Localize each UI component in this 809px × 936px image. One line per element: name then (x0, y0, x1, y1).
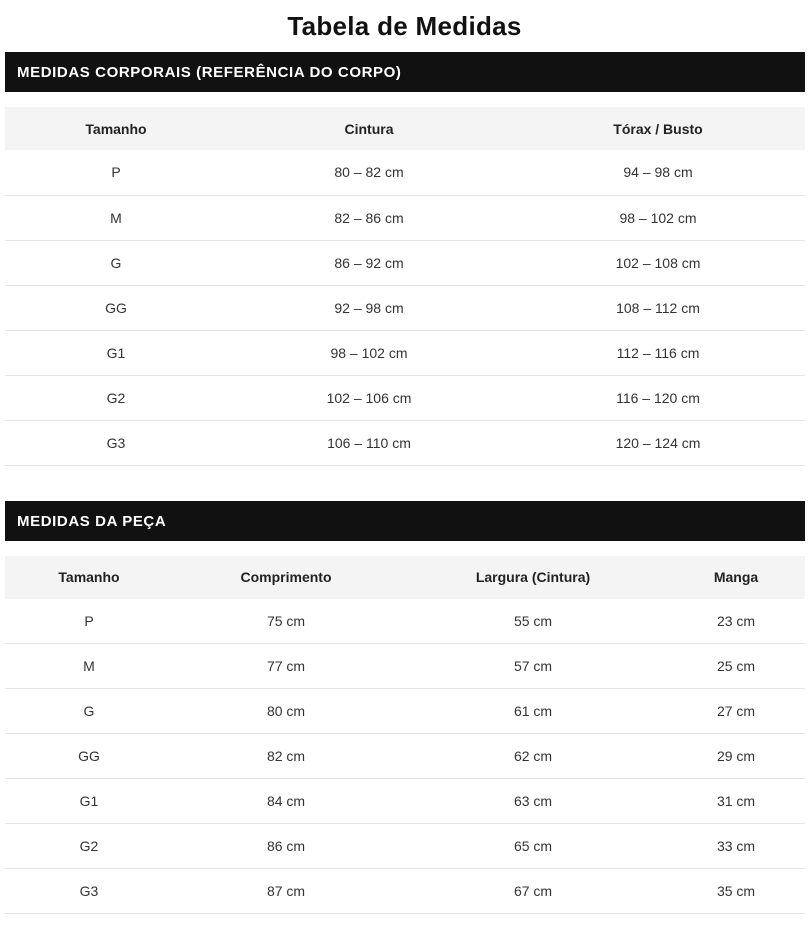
chest-cell: 108 – 112 cm (616, 299, 700, 316)
width-cell: 61 cm (513, 703, 553, 719)
sleeve-cell: 23 cm (716, 612, 756, 629)
width-cell: 62 cm (513, 748, 553, 764)
table-row (5, 779, 805, 824)
width-cell: 63 cm (513, 793, 553, 809)
width-cell: 57 cm (513, 658, 553, 674)
sleeve-cell: 25 cm (716, 658, 756, 674)
size-cell: G1 (79, 793, 99, 809)
garment-measurements-section (5, 501, 805, 915)
size-cell: M (83, 658, 95, 674)
sleeve-cell: 27 cm (716, 703, 756, 719)
waist-cell: 92 – 98 cm (334, 299, 404, 316)
sleeve-cell: 31 cm (716, 793, 756, 809)
size-cell: G1 (106, 344, 126, 361)
size-cell: G3 (79, 883, 99, 899)
length-cell: 86 cm (266, 838, 306, 854)
page-title: Tabela de Medidas (287, 11, 522, 41)
sleeve-cell: 35 cm (716, 883, 756, 899)
size-cell: P (84, 612, 94, 629)
table-row (5, 195, 805, 240)
width-cell: 67 cm (513, 883, 553, 899)
column-header-length: Comprimento (240, 569, 332, 585)
size-cell: G (83, 703, 95, 719)
sleeve-cell: 29 cm (716, 748, 756, 764)
length-cell: 87 cm (266, 883, 306, 899)
column-header-width: Largura (Cintura) (475, 569, 591, 585)
column-header-size: Tamanho (85, 120, 147, 137)
chest-cell: 102 – 108 cm (615, 254, 701, 271)
waist-cell: 102 – 106 cm (326, 389, 412, 406)
table-row (5, 330, 805, 375)
width-cell: 65 cm (513, 838, 553, 854)
body-measurements-section (5, 52, 805, 466)
length-cell: 80 cm (266, 703, 306, 719)
table-row (5, 824, 805, 869)
table-row (5, 644, 805, 689)
table-header-row (5, 107, 805, 150)
size-cell: G2 (106, 389, 126, 406)
column-header-chest: Tórax / Busto (613, 120, 703, 137)
size-cell: G2 (79, 838, 99, 854)
body-measurements-header: MEDIDAS CORPORAIS (REFERÊNCIA DO CORPO) (5, 52, 805, 92)
size-cell: M (110, 209, 122, 226)
size-cell: G (110, 254, 122, 271)
length-cell: 75 cm (266, 612, 306, 629)
size-cell: GG (78, 748, 100, 764)
length-cell: 84 cm (266, 793, 306, 809)
table-row (5, 285, 805, 330)
table-row (5, 240, 805, 285)
waist-cell: 82 – 86 cm (334, 209, 404, 226)
sleeve-cell: 33 cm (716, 838, 756, 854)
chest-cell: 112 – 116 cm (616, 344, 700, 361)
table-header-row (5, 556, 805, 599)
waist-cell: 86 – 92 cm (334, 254, 404, 271)
table-row (5, 150, 805, 195)
column-header-waist: Cintura (344, 120, 394, 137)
body-measurements-table (5, 107, 805, 466)
table-row (5, 599, 805, 644)
chest-cell: 116 – 120 cm (616, 389, 700, 406)
table-row (5, 375, 805, 420)
table-row (5, 420, 805, 465)
length-cell: 77 cm (266, 658, 306, 674)
length-cell: 82 cm (266, 748, 306, 764)
width-cell: 55 cm (513, 612, 553, 629)
size-cell: G3 (106, 434, 126, 451)
table-row (5, 734, 805, 779)
garment-measurements-header: MEDIDAS DA PEÇA (5, 501, 805, 541)
table-row (5, 689, 805, 734)
size-cell: GG (105, 299, 127, 316)
chest-cell: 120 – 124 cm (615, 434, 701, 451)
waist-cell: 98 – 102 cm (330, 344, 408, 361)
size-cell: P (111, 164, 121, 181)
table-row (5, 869, 805, 914)
waist-cell: 106 – 110 cm (327, 434, 411, 451)
garment-measurements-table (5, 556, 805, 915)
chest-cell: 94 – 98 cm (623, 164, 693, 181)
column-header-sleeve: Manga (713, 569, 759, 585)
chest-cell: 98 – 102 cm (619, 209, 697, 226)
column-header-size: Tamanho (58, 569, 120, 585)
waist-cell: 80 – 82 cm (334, 164, 404, 181)
